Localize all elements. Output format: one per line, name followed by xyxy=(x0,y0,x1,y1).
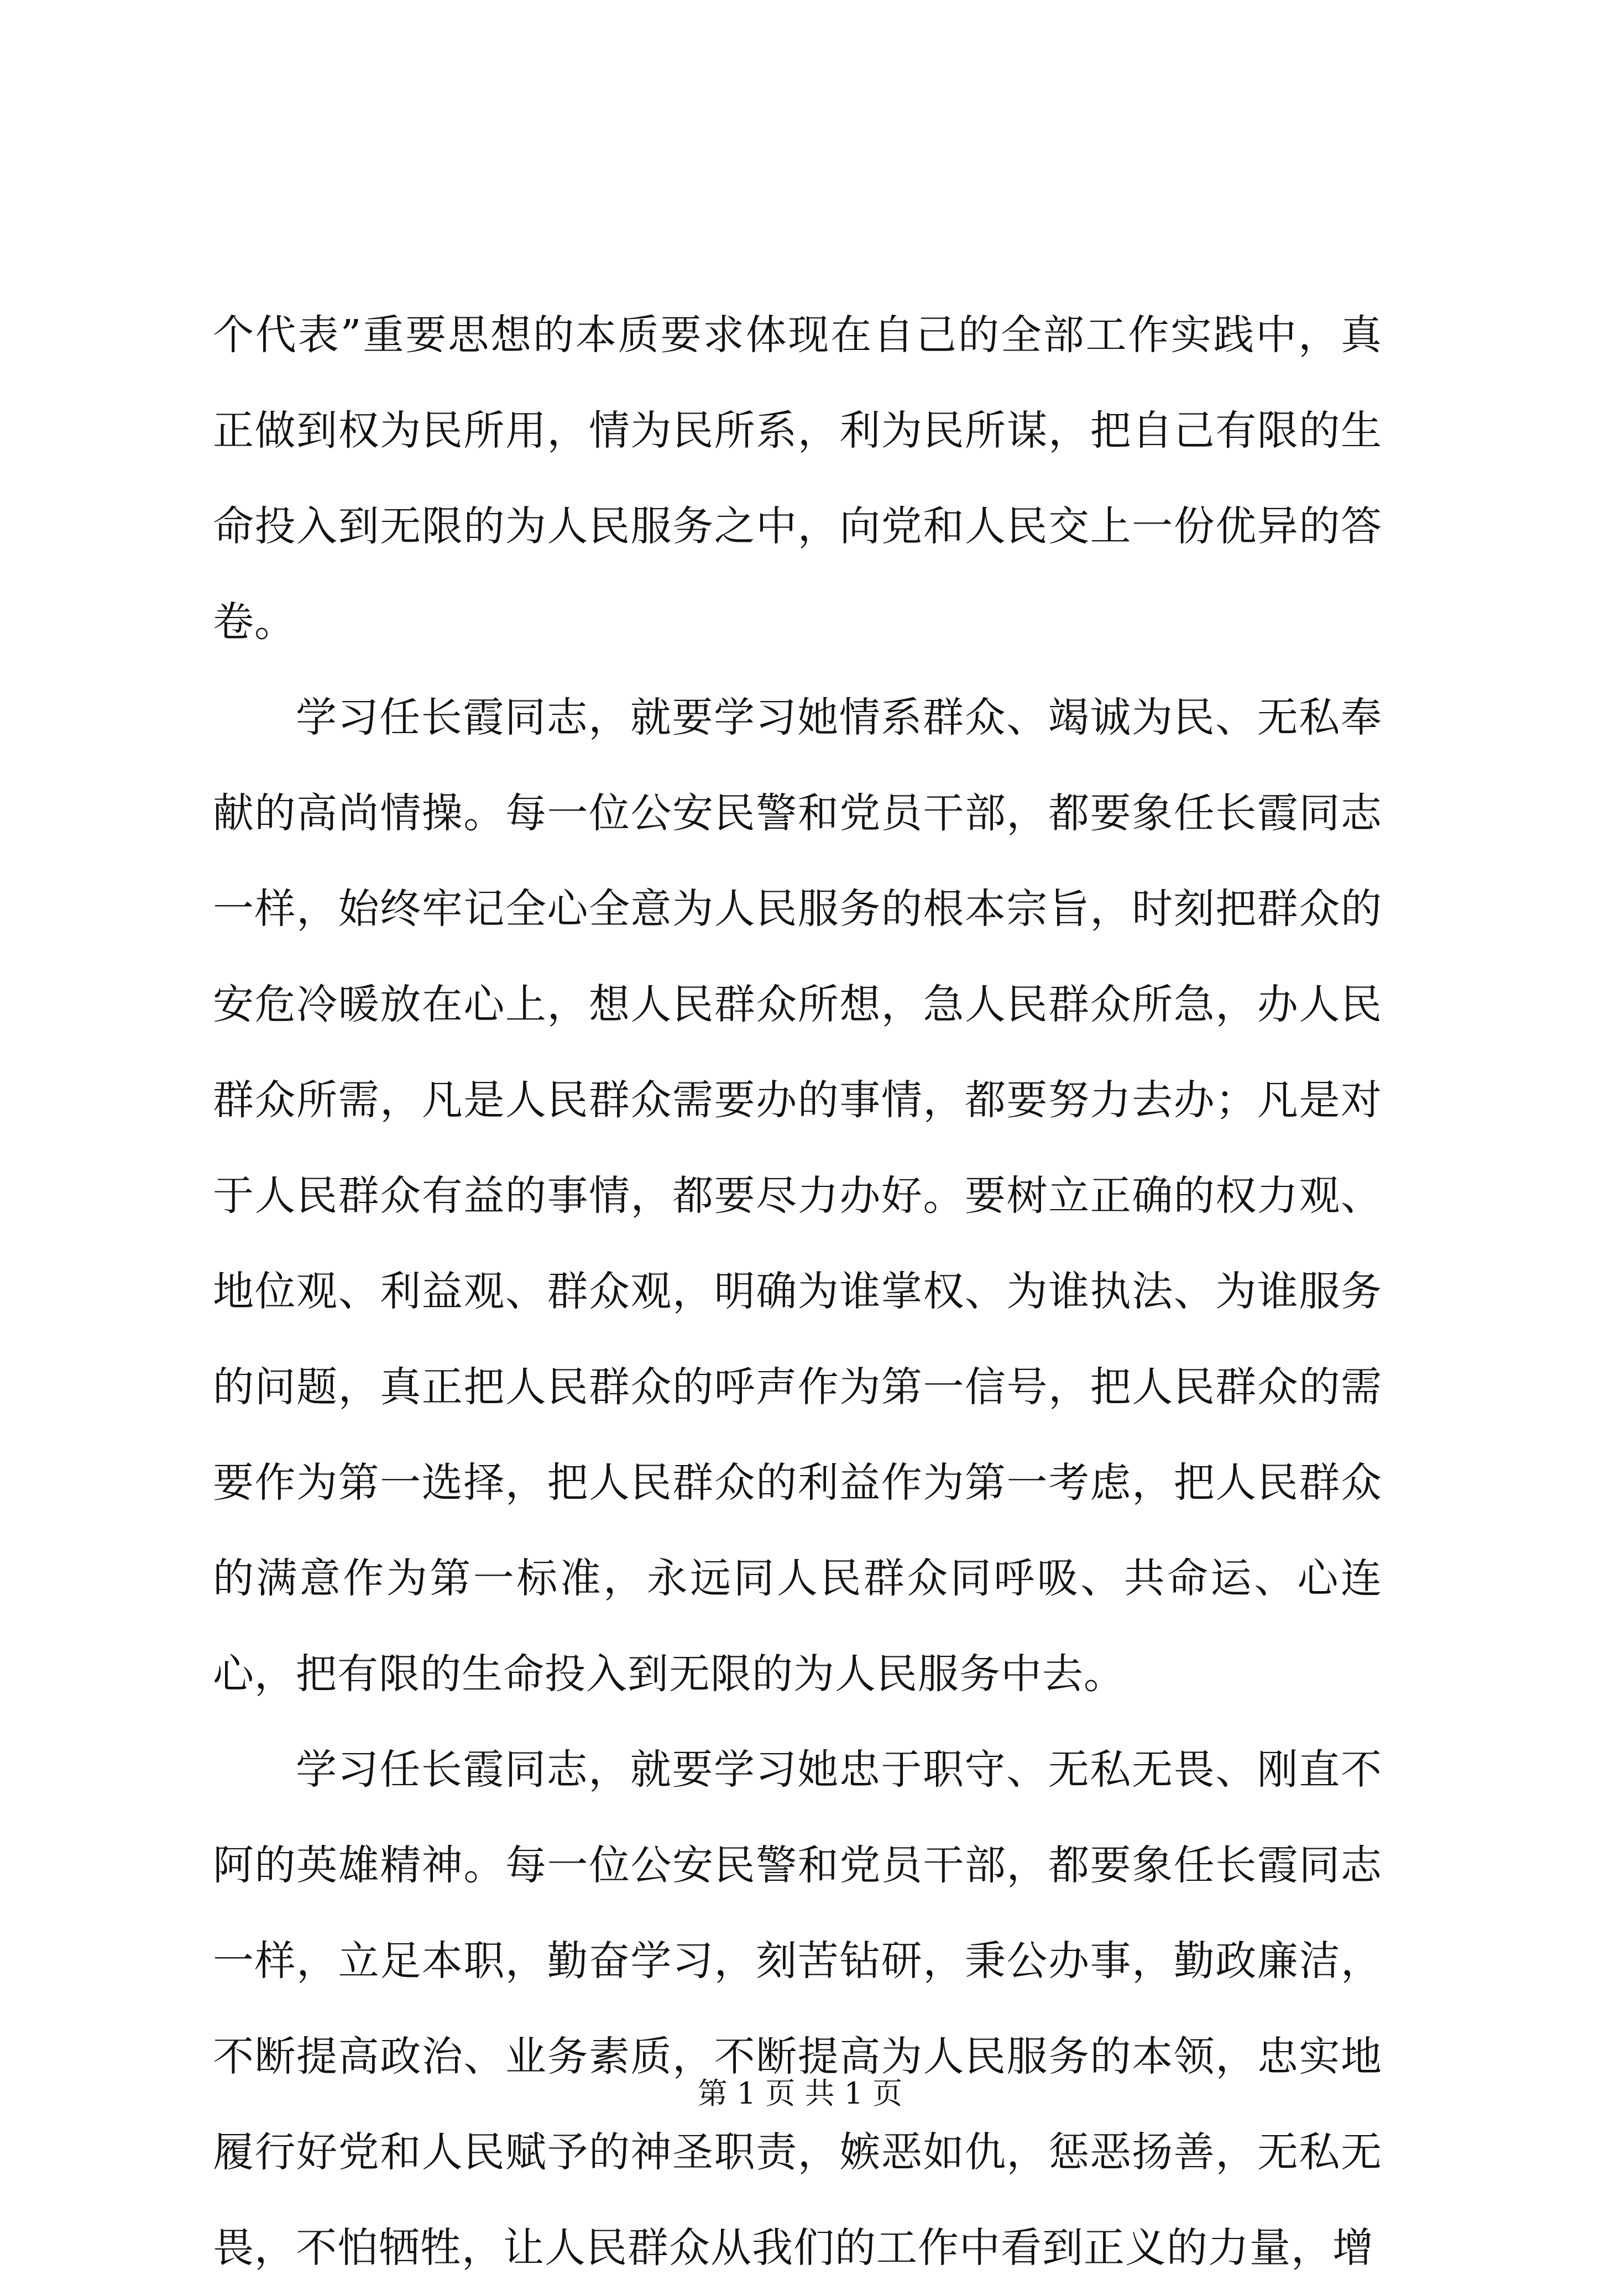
page-footer: 第 1 页 共 1 页 xyxy=(697,2076,903,2111)
paragraph-3: 学习任长霞同志，就要学习她忠于职守、无私无畏、刚直不阿的英雄精神。每一位公安民警和党员干部，都要象任长霞同志一样，立足本职，勤奋学习，刻苦钻研，秉公办事，勤政廉洁，不断提高政治、业务素质，不断提高为人民服务的本领，忠实地履行好党和人民赋予的神圣职责，嫉恶如仇，惩恶扬善，无私无畏，不怕牺牲，让人民群众从我们的工作中看到正义的力量，增 xyxy=(213,1746,1382,2272)
document-body xyxy=(213,287,1382,2296)
paragraph-2: 学习任长霞同志，就要学习她情系群众、竭诚为民、无私奉献的高尚情操。每一位公安民警和党员干部，都要象任长霞同志一样，始终牢记全心全意为人民服务的根本宗旨，时刻把群众的安危冷暖放在心上，想人民群众所想，急人民群众所急，办人民群众所需，凡是人民群众需要办的事情，都要努力去办；凡是对于人民群众有益的事情，都要尽力办好。要树立正确的权力观、地位观、利益观、群众观，明确为谁掌权、为谁执法、为谁服务的问题，真正把人民群众的呼声作为第一信号，把人民群众的需要作为第一选择，把人民群众的利益作为第一考虑，把人民群众的满意作为第一标准，永远同人民群众同呼吸、共命运、心连心，把有限的生命投入到无限的为人民服务中去。 xyxy=(213,694,1382,1698)
paragraph-1: 个代表”重要思想的本质要求体现在自己的全部工作实践中，真正做到权为民所用，情为民所系，利为民所谋，把自己有限的生命投入到无限的为人民服务之中，向党和人民交上一份优异的答卷。 xyxy=(213,311,1382,646)
